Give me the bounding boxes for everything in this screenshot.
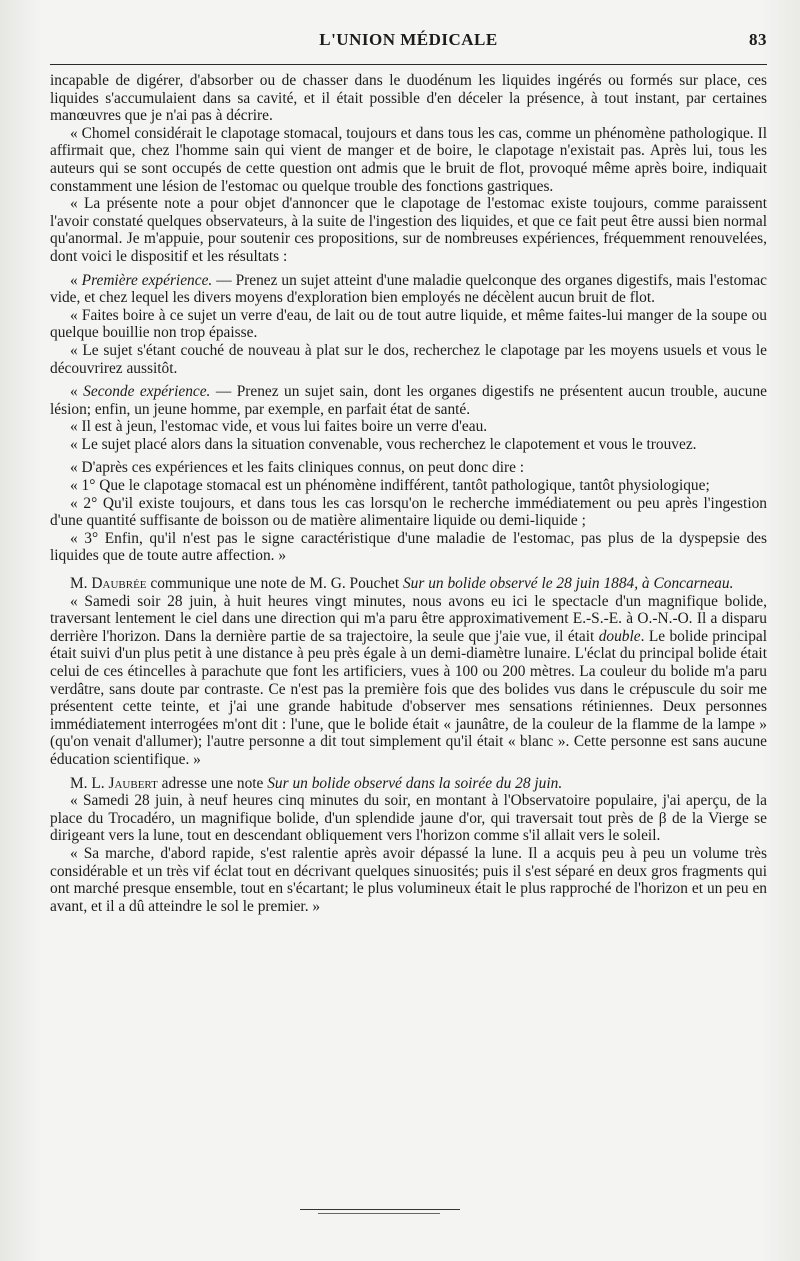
- paragraph: « Chomel considérait le clapotage stomacal, toujours et dans tous les cas, comme un phénomène pathologique. Il affirmait que, chez l'homme sain qui vient de manger et de boire, le clapotage n'existait pas. Après lui, tous les auteurs qui se sont occupés de cette question ont admis que le bruit de flot, provoqué même après boire, indiquait constamment une lésion de l'estomac ou quelque trouble des fonctions gastriques.: [50, 124, 767, 195]
- paragraph: « Il est à jeun, l'estomac vide, et vous lui faites boire un verre d'eau.: [70, 418, 488, 436]
- paragraph: « D'après ces expériences et les faits cliniques connus, on peut donc dire :: [70, 459, 525, 477]
- paragraph: « Sa marche, d'abord rapide, s'est ralentie après avoir dépassé la lune. Il a acquis peu à peu un volume très considérable et un très vif éclat tout en décrivant quelques sinuosités; puis il s'est séparé en deux gros fragments qui ont marché presque ensemble, tout en s'écartant; le plus volumineux était le plus rapproché de l'horizon et un peu en avant, et il a dû atteindre le sol le premier. »: [50, 844, 767, 915]
- author-name: Daubrée: [91, 575, 147, 593]
- end-rule: [300, 1209, 460, 1210]
- communication-heading: M. Daubrée communique une note de M. G. Pouchet Sur un bolide observé le 28 juin 1884, à Concarneau.: [70, 575, 734, 593]
- note-title: Sur un bolide observé dans la soirée du 28 juin.: [267, 774, 563, 792]
- running-header: [50, 30, 767, 56]
- article-body: [50, 72, 767, 915]
- paragraph: « 3° Enfin, qu'il n'est pas le signe caractéristique d'une maladie de l'estomac, pas plus de la dyspepsie des liquides que de toute autre affection. »: [50, 529, 767, 565]
- note-title: Sur un bolide observé le 28 juin 1884, à Concarneau.: [402, 575, 734, 593]
- paragraph: « 2° Qu'il existe toujours, et dans tous les cas lorsqu'on le recherche immédiatement ou peu après l'ingestion d'une quantité suffisante de boisson ou de matière alimentaire liquide ou demi-liquide ;: [50, 494, 767, 530]
- paragraph: « Seconde expérience. — Prenez un sujet sain, dont les organes digestifs ne présentent aucun trouble, aucune lésion; enfin, un jeune homme, par exemple, en parfait état de santé.: [50, 383, 768, 418]
- header-rule: [50, 64, 767, 65]
- page-number: 83: [749, 30, 767, 49]
- author-name: Jaubert: [108, 774, 158, 792]
- paragraph: « Faites boire à ce sujet un verre d'eau, de lait ou de tout autre liquide, et même faites-lui manger de la soupe ou quelque bouillie non trop épaisse.: [50, 306, 767, 342]
- paragraph: « Le sujet placé alors dans la situation convenable, vous recherchez le clapotement et vous le trouvez.: [70, 435, 697, 453]
- paragraph: « Samedi soir 28 juin, à huit heures vingt minutes, nous avons eu ici le spectacle d'un magnifique bolide, traversant lentement le ciel dans une direction qui m'a paru être approximativement E.-S.-E. à O.-N.-O. Il a disparu derrière l'horizon. Dans la dernière partie de sa trajectoire, la seule que j'aie vue, il était double. Le bolide principal était suivi d'un plus petit à une distance à peu près égale à un demi-diamètre lunaire. L'éclat du principal bolide était celui de ces étincelles à parachute que font les artificiers, vues à 100 ou 200 mètres. La couleur du bolide m'a paru verdâtre, sans doute par contraste. Ce n'est pas la première fois que des bolides vus dans le crépuscule du soir me présentent cette teinte, et j'ai une grande habitude d'observer mes sensations rétiniennes. Deux personnes immédiatement interrogées m'ont dit : l'une, que le bolide était « jaunâtre, de la couleur de la flamme de la lampe » (qu'on venait d'allumer); l'autre personne a dit tout simplement qu'il était « blanc ». Cette personne est sans aucune éducation scientifique. »: [50, 592, 767, 768]
- paragraph: « La présente note a pour objet d'annoncer que le clapotage de l'estomac existe toujours, comme paraissent l'avoir constaté quelques observateurs, à la suite de l'ingestion des liquides, et que ce fait peut être aussi bien normal qu'anormal. Je m'appuie, pour soutenir ces propositions, sur de nombreuses expériences, fréquemment renouvelées, dont voici le dispositif et les résultats :: [50, 195, 767, 265]
- paragraph: incapable de digérer, d'absorber ou de chasser dans le duodénum les liquides ingérés ou formés sur place, ces liquides s'accumulaient dans sa cavité, et il était possible d'en déceler la présence, à tout instant, par certaines manœuvres que je n'ai pas à décrire.: [50, 72, 767, 125]
- paragraph: « Le sujet s'étant couché de nouveau à plat sur le dos, recherchez le clapotage par les moyens usuels et vous le découvrirez aussitôt.: [50, 341, 767, 377]
- communication-heading: M. L. Jaubert adresse une note Sur un bolide observé dans la soirée du 28 juin.: [70, 774, 563, 792]
- paragraph: « Samedi 28 juin, à neuf heures cinq minutes du soir, en montant à l'Observatoire populaire, j'ai aperçu, de la place du Trocadéro, un magnifique bolide, d'un splendide jaune d'or, qui traversait tout près de β de la Vierge se dirigeant vers la lune, tout en descendant obliquement vers l'horizon comme s'il allait vers le soleil.: [50, 792, 767, 845]
- end-rule: [318, 1213, 440, 1214]
- paragraph: « 1° Que le clapotage stomacal est un phénomène indifférent, tantôt pathologique, tantôt physiologique;: [70, 477, 710, 495]
- journal-title: L'UNION MÉDICALE: [319, 30, 498, 49]
- experiment-heading: Seconde expérience.: [83, 383, 211, 401]
- paragraph: « Première expérience. — Prenez un sujet atteint d'une maladie quelconque des organes digestifs, mais l'estomac vide, et chez lequel les divers moyens d'exploration bien employés ne décèlent aucun bruit de flot.: [50, 271, 767, 307]
- experiment-heading: Première expérience.: [81, 271, 213, 289]
